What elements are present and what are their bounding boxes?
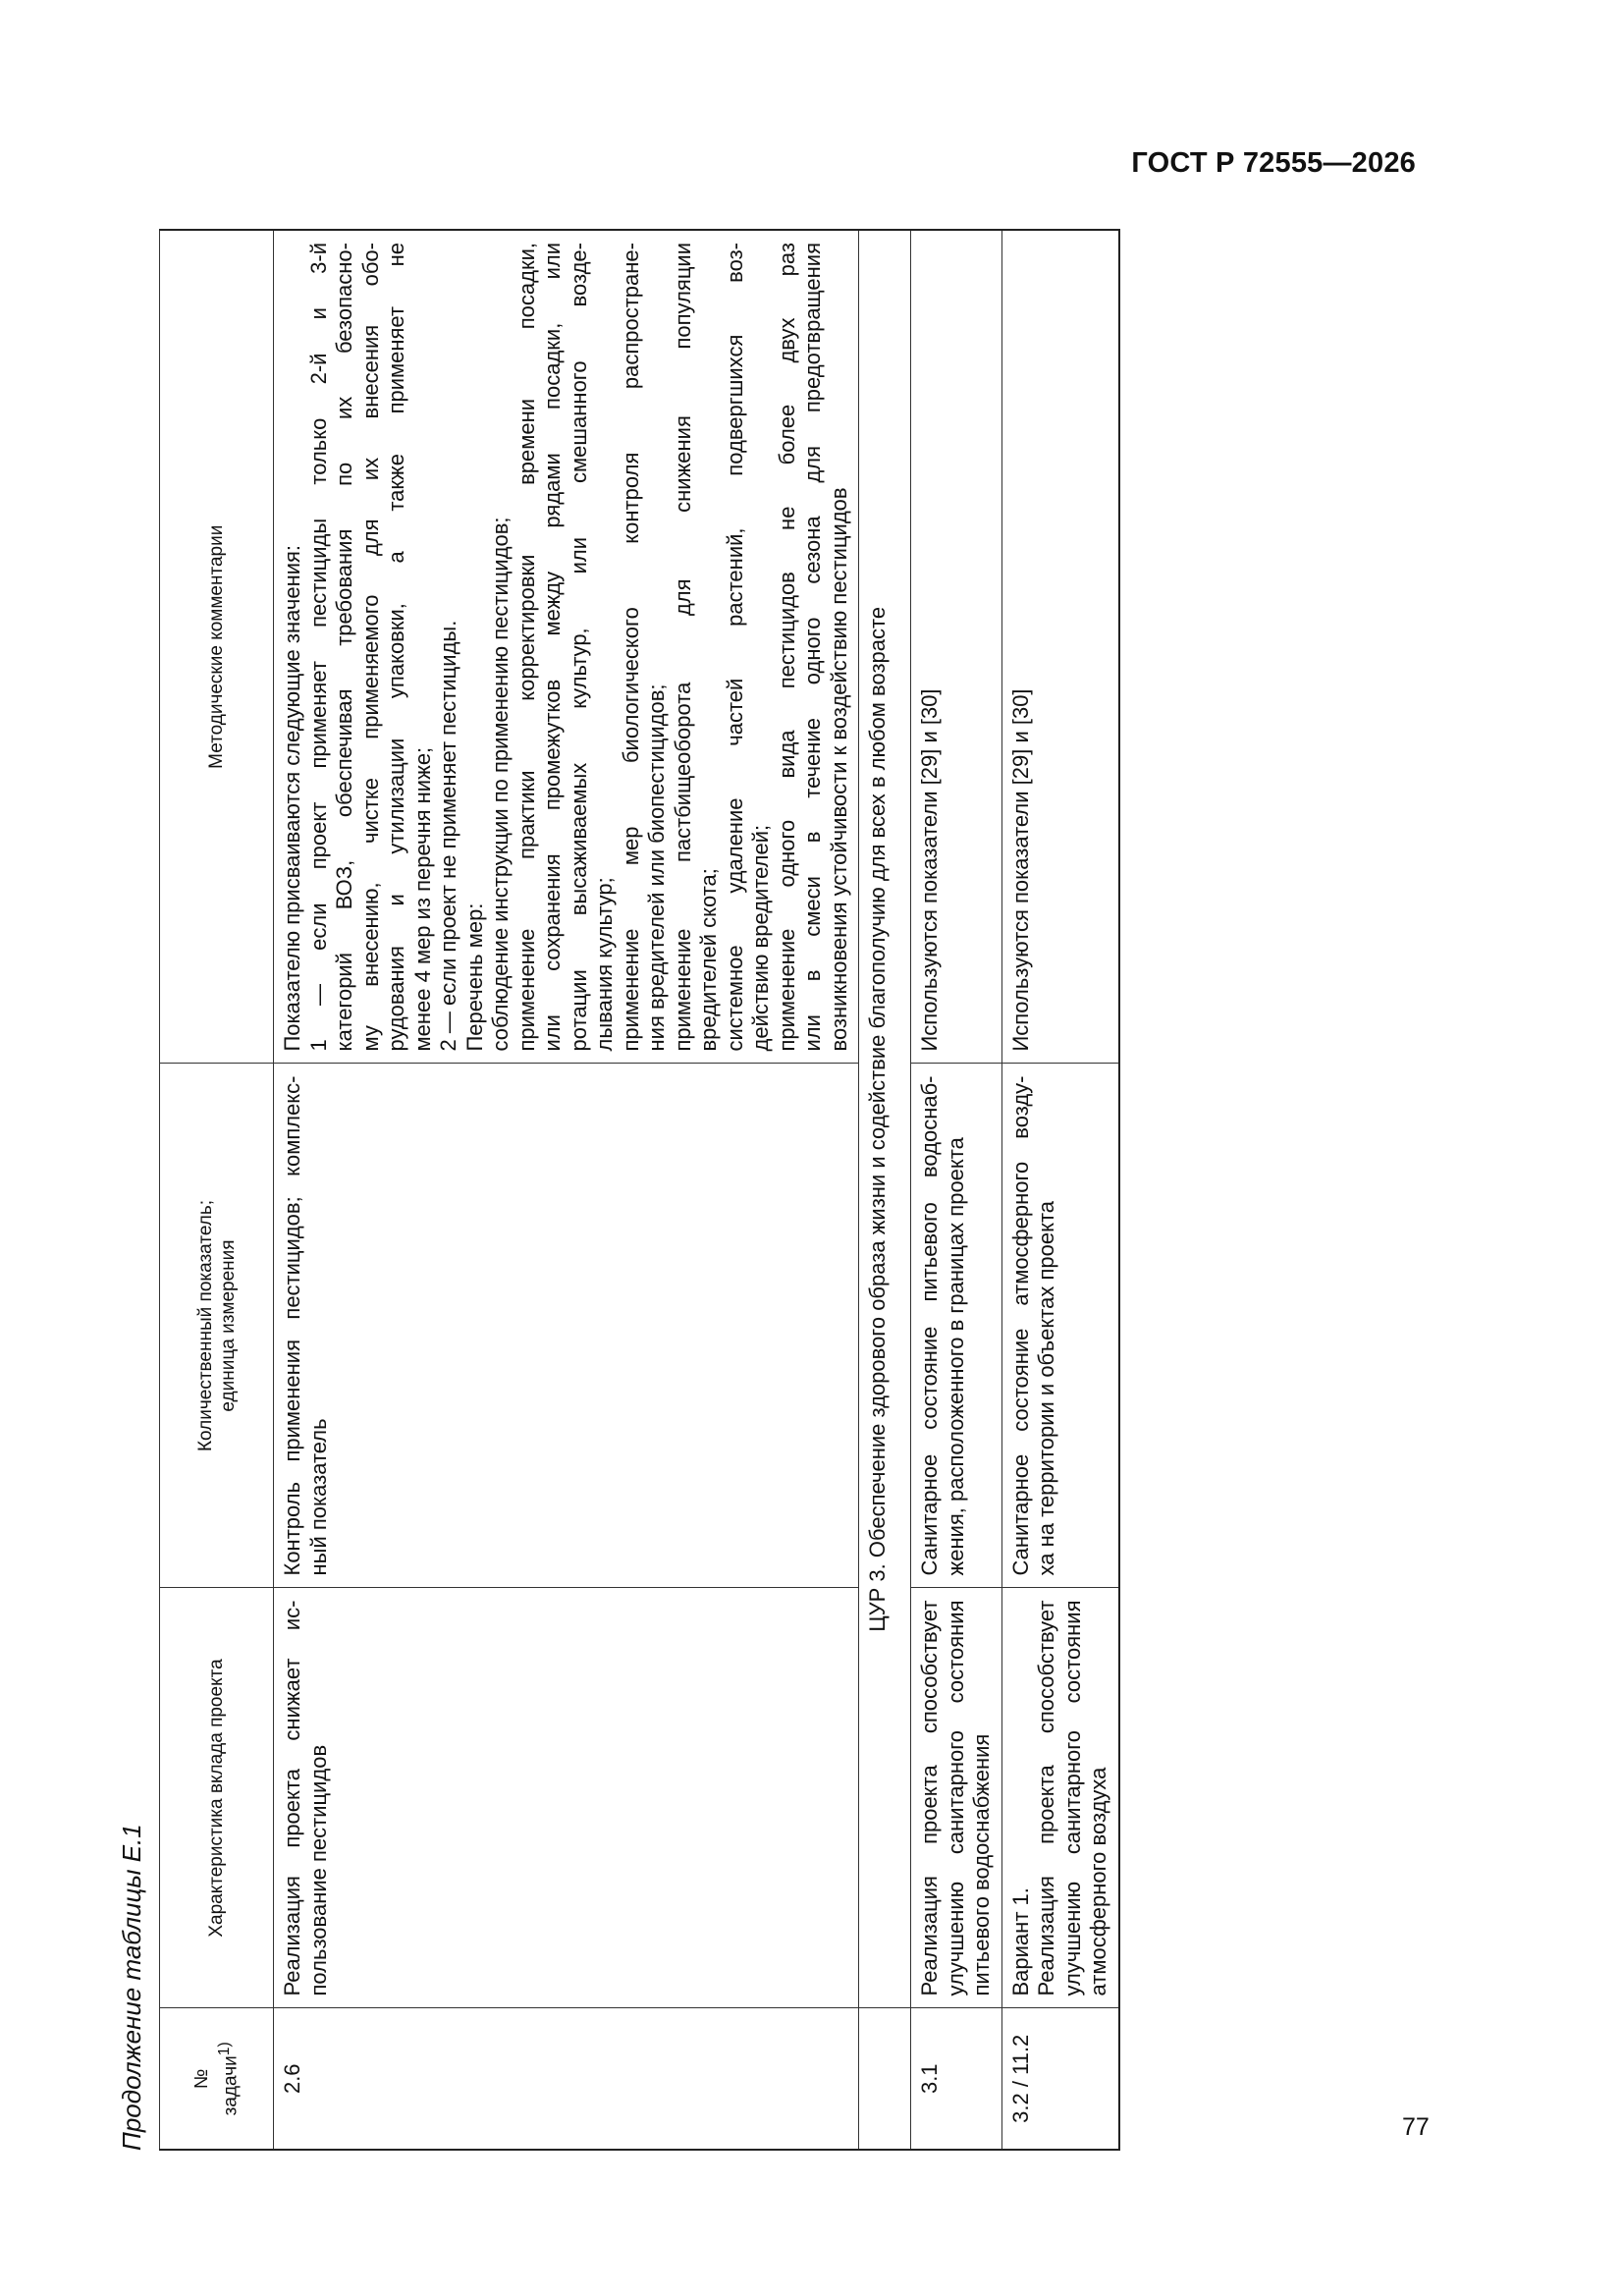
table-row <box>911 230 1002 2150</box>
comment-line: системное удаление частей растений, подвергшихся воз- <box>722 243 747 1052</box>
comment-line: или в смеси в течение одного сезона для предотвращения <box>800 243 825 1052</box>
table-row <box>1001 230 1119 2150</box>
section-number-cell <box>859 2008 911 2150</box>
comment-line: лывания культур; <box>592 877 617 1052</box>
header-indicator-line2: единица измерения <box>217 1239 239 1412</box>
contribution-line: Реализация проекта снижает ис- <box>280 1600 304 1996</box>
contribution-cell <box>911 1588 1002 2008</box>
contribution-line: питьевого водоснабжения <box>969 1733 994 1996</box>
comment-line: 2 — если проект не применяет пестициды. <box>436 620 460 1052</box>
comment-line: применение пастбищеоборота для снижения популяции <box>670 243 695 1052</box>
comment-line: применение мер биологического контроля распростране- <box>618 243 643 1052</box>
comment-line: менее 4 мер из перечня ниже; <box>409 746 435 1052</box>
indicator-cell <box>911 1064 1002 1588</box>
indicator-cell <box>274 1064 859 1588</box>
comment-line: рудования и утилизации упаковки, а также применяет не <box>384 243 408 1052</box>
contribution-line: Реализация проекта способствует <box>917 1600 942 1996</box>
comment-line: применение одного вида пестицидов не более двух раз <box>774 243 799 1052</box>
comment-line: Показателю присваиваются следующие значения: <box>280 544 304 1052</box>
header-task-number <box>160 2008 274 2150</box>
contribution-line: пользование пестицидов <box>305 1744 331 1996</box>
comment-line: 1 — если проект применяет пестициды только 2-й и 3-й <box>305 243 331 1052</box>
contribution-line: Реализация проекта способствует <box>1034 1600 1058 1996</box>
header-num-line1: № <box>191 2068 213 2089</box>
task-number-cell: 3.1 <box>911 2008 1002 2150</box>
indicator-line: жения, расположенного в границах проекта <box>943 1137 968 1576</box>
table-header-row <box>160 230 274 2150</box>
comment-line: действию вредителей; <box>748 824 773 1052</box>
rotated-table-block <box>109 49 1287 2151</box>
comment-line: возникновения устойчивости к воздействию пестицидов <box>826 487 851 1052</box>
comment-line: ния вредителей или биопестицидов; <box>644 683 669 1052</box>
page-number: 77 <box>1402 2113 1430 2141</box>
task-number-cell: 3.2 / 11.2 <box>1001 2008 1119 2150</box>
indicator-line: ха на территории и объектах проекта <box>1034 1200 1058 1576</box>
comment-line: ротации высаживаемых культур, или смешанного возде- <box>566 243 591 1052</box>
header-indicator <box>160 1064 274 1588</box>
contribution-cell <box>1001 1588 1119 2008</box>
header-comments: Методические комментарии <box>160 230 274 1064</box>
header-indicator-line1: Количественный показатель; <box>194 1199 216 1452</box>
section-row <box>859 230 911 2150</box>
header-num-footnote: 1) <box>216 2042 234 2056</box>
comment-line: Используются показатели [29] и [30] <box>917 688 942 1052</box>
table-row <box>274 230 859 2150</box>
header-contribution: Характеристика вклада проекта <box>160 1588 274 2008</box>
indicator-line: Санитарное состояние атмосферного возду- <box>1007 1075 1033 1576</box>
indicator-line: Контроль применения пестицидов; комплекс- <box>280 1075 304 1576</box>
contribution-line: улучшению санитарного состояния <box>1059 1600 1085 1996</box>
comment-line: соблюдение инструкции по применению пестицидов; <box>488 517 513 1052</box>
comment-line: категорий ВОЗ, обеспечивая требования по их безопасно- <box>332 243 356 1052</box>
comments-cell <box>911 230 1002 1064</box>
standard-designation: ГОСТ Р 72555—2026 <box>1131 147 1416 179</box>
indicator-line: ный показатель <box>305 1418 331 1576</box>
comments-cell <box>1001 230 1119 1064</box>
contribution-line: улучшению санитарного состояния <box>943 1600 968 1996</box>
header-num-line2: задачи <box>220 2055 242 2116</box>
indicator-cell <box>1001 1064 1119 1588</box>
task-number-cell: 2.6 <box>274 2008 859 2150</box>
comment-line: вредителей скота; <box>696 868 721 1052</box>
indicator-line: Санитарное состояние питьевого водоснаб- <box>917 1075 942 1576</box>
section-title: ЦУР 3. Обеспечение здорового образа жизни и содействие благополучию для всех в любом возрасте <box>859 230 911 2008</box>
contribution-line: атмосферного воздуха <box>1086 1767 1110 1996</box>
comment-line: или сохранения промежутков между рядами посадки, или <box>540 243 565 1052</box>
comment-line: му внесению, чистке применяемого для их внесения обо- <box>357 243 383 1052</box>
contribution-line: Вариант 1. <box>1007 1887 1033 1996</box>
comment-line: применение практики корректировки времени посадки, <box>514 243 539 1052</box>
comments-cell <box>274 230 859 1064</box>
comment-line: Используются показатели [29] и [30] <box>1007 688 1033 1052</box>
indicator-table <box>159 229 1120 2151</box>
comment-line: Перечень мер: <box>461 902 487 1052</box>
contribution-cell <box>274 1588 859 2008</box>
table-caption: Продолжение таблицы Е.1 <box>117 1824 146 2151</box>
